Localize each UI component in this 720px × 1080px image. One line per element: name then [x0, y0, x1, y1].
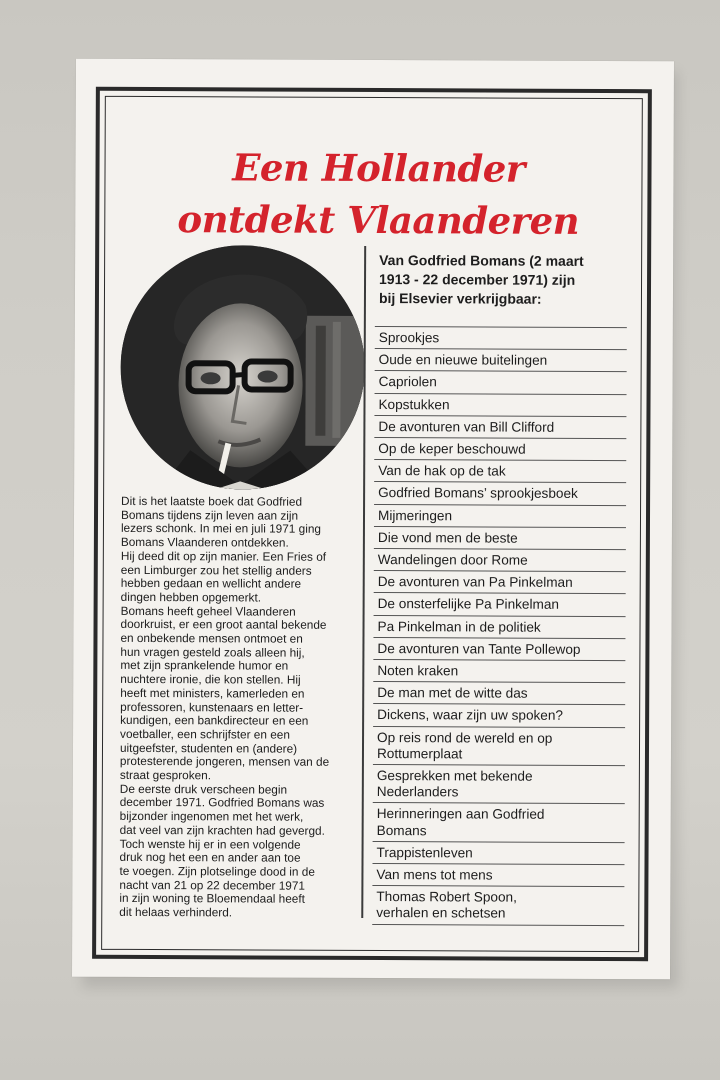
book-title: Capriolen: [375, 371, 627, 394]
bibliography-list: [372, 326, 627, 926]
book-title: Wandelingen door Rome: [374, 549, 626, 572]
cover-title-line-1: Een Hollander: [232, 145, 525, 191]
book-title: Godfried Bomans’ sprookjesboek: [374, 482, 626, 505]
cover-title-line-2: ontdekt Vlaanderen: [177, 197, 580, 243]
book-title: De avonturen van Pa Pinkelman: [374, 571, 626, 594]
book-title: Thomas Robert Spoon, verhalen en schetsen: [372, 886, 624, 926]
book-title: De onsterfelijke Pa Pinkelman: [374, 593, 626, 616]
book-cover: [72, 59, 674, 980]
bibliography-intro: Van Godfried Bomans (2 maart 1913 - 22 december 1971) zijn bij Elsevier verkrijgbaar:: [378, 252, 584, 307]
cover-inner-frame: [101, 96, 643, 952]
book-title: Dickens, waar zijn uw spoken?: [373, 704, 625, 727]
book-title: Noten kraken: [373, 660, 625, 683]
book-title: Op de keper beschouwd: [374, 438, 626, 461]
book-title: De avonturen van Bill Clifford: [374, 416, 626, 439]
book-title: Van de hak op de tak: [374, 460, 626, 483]
book-title: Oude en nieuwe buitelingen: [375, 349, 627, 372]
book-title: Van mens tot mens: [372, 864, 624, 887]
book-title: Kopstukken: [374, 394, 626, 417]
author-bio-text: Dit is het laatste boek dat Godfried Bomans tijdens zijn leven aan zijn lezers schonk. In mei en juli 1971 ging Bomans Vlaanderen ontdekken. Hij deed dit op zijn manier. Een Fries of een Limburger zou het stellig anders hebben gedaan en wellicht andere dingen hebben opgemerkt. Bomans heeft geheel Vlaanderen doorkruist, er een groot aantal bekende en onbekende mensen ontmoet en hun vragen gesteld zoals alleen hij, met zijn sprankelende humor en nuchtere ironie, die kon stellen. Hij heeft met ministers, kamerleden en professoren, kunstenaars en letter- kundigen, een bankdirecteur en een voetballer, een schrijfster en een uitgeefster, studenten en (andere) protesterende jongeren, mensen van de straat gesproken. De eerste druk verscheen begin december 1971. Godfried Bomans was bijzonder ingenomen met het werk, dat veel van zijn krachten had gevergd. Toch wenste hij er in een volgende druk nog het een en ander aan toe te voegen. Zijn plotselinge dood in de nacht van 21 op 22 december 1971 in zijn woning te Bloemendaal heeft dit helaas verhinderd.: [119, 493, 330, 920]
book-title: De man met de witte das: [373, 682, 625, 705]
book-title: Sprookjes: [375, 327, 627, 350]
cover-frame: [92, 87, 652, 961]
book-title: Pa Pinkelman in de politiek: [373, 616, 625, 639]
author-portrait-icon: [120, 245, 365, 490]
book-title: Gesprekken met bekende Nederlanders: [373, 765, 625, 805]
book-title: Trappistenleven: [372, 842, 624, 865]
book-title: Die vond men de beste: [374, 527, 626, 550]
book-title: Op reis rond de wereld en op Rottumerplaat: [373, 727, 625, 767]
book-title: Mijmeringen: [374, 505, 626, 528]
book-title: Herinneringen aan Godfried Bomans: [373, 803, 625, 843]
book-title: De avonturen van Tante Pollewop: [373, 638, 625, 661]
